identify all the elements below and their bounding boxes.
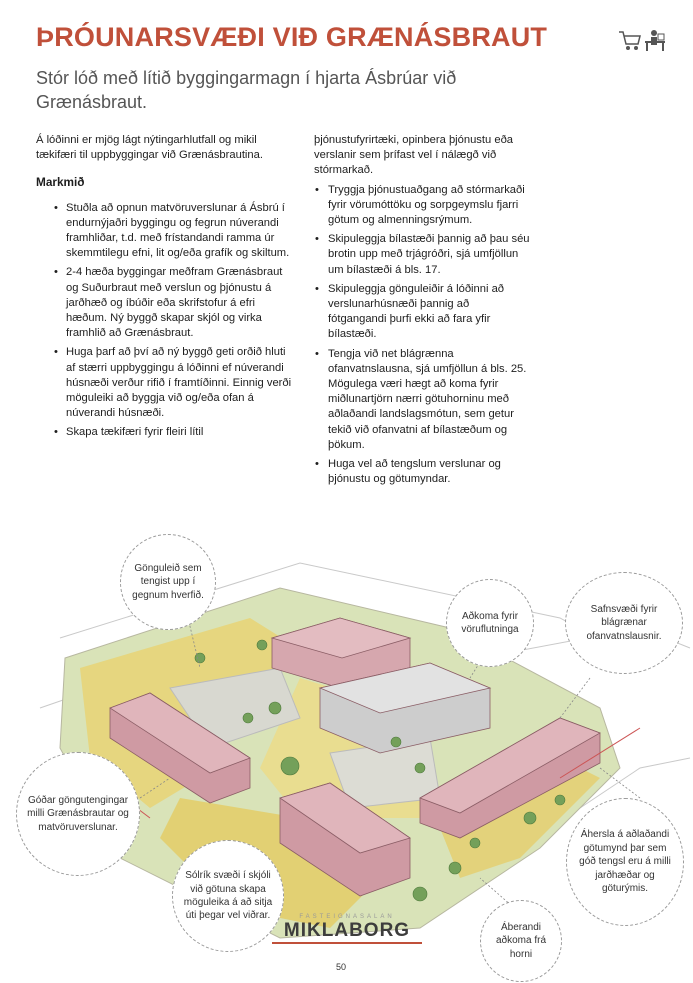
list-item: • Skapa tækifæri fyrir fleiri lítil: [36, 425, 292, 440]
list-item: • Skipuleggja gönguleiðir á lóðinni að verslunarhúsnæði þannig að fótgangandi þurfi ekki að fara yfir bílastæði.: [314, 282, 530, 343]
callout-streetscape: Áhersla á aðlaðandi götumynd þar sem góð tengsl eru á milli jarðhæðar og göturýmis.: [566, 798, 684, 926]
text-column-left: [36, 133, 292, 445]
callout-sunny: Sólrík svæði í skjóli við götuna skapa möguleika á að sitja úti þegar vel viðrar.: [172, 840, 284, 952]
intro-paragraph: Á lóðinni er mjög lágt nýtingarhlutfall og mikil tækifæri til uppbyggingar við Grænásbrautina.: [36, 134, 263, 162]
page-number: 50: [336, 962, 347, 972]
text-column-right: [314, 133, 530, 491]
callout-delivery: Aðkoma fyrir vöruflutninga: [446, 579, 534, 667]
callout-walkway: Gönguleið sem tengist upp í gegnum hverfið.: [120, 534, 216, 630]
list-item: • Huga vel að tengslum verslunar og þjónustu og götumyndar.: [314, 457, 530, 487]
list-item: • Stuðla að opnun matvöruverslunar á Ásbrú í endurnýjaðri byggingu og fegrun núverandi framhliðar, t.d. með frístandandi ramma úr skemmtilegu efni, lit og/eða grafík og skiltum.: [36, 201, 292, 262]
header-icons: [618, 28, 666, 54]
office-worker-icon: [645, 30, 665, 51]
page-title: ÞRÓUNARSVÆÐI VIÐ GRÆNÁSBRAUT: [36, 22, 548, 52]
list-item: • Skipuleggja bílastæði þannig að þau séu brotin upp með trjágróðri, sjá umfjöllun um bílastæði á bls. 17.: [314, 232, 530, 278]
goals-heading: Markmið: [36, 175, 85, 190]
goals-list-right: [314, 183, 530, 488]
callout-bluegreen: Safnsvæði fyrir blágrænar ofanvatnslausnir.: [565, 572, 683, 674]
callout-entrance: Áberandi aðkoma frá horni: [480, 900, 562, 982]
goals-list-left: [36, 201, 292, 441]
list-item: • 2-4 hæða byggingar meðfram Grænásbraut og Suðurbraut með verslun og þjónustu á jarðhæð og íbúðir eða skrifstofur á efri hæðum. Ný byggð skapar skjól og virka framhlið að Grænásbraut.: [36, 265, 292, 341]
list-item: • Tengja við net blágrænna ofanvatnslausna, sjá umfjöllun á bls. 25. Mögulega væri hægt að koma fyrir miðlunartjörn nærri götuhorninu með aðlaðandi landslagsmótun, sem getur tekið við ofanvatni af bílastæðum og þökum.: [314, 347, 530, 453]
list-item: • Tryggja þjónustuaðgang að stórmarkaði fyrir vörumóttöku og sorpgeymslu fjarri götum og almenningsrýmum.: [314, 183, 530, 229]
shopping-cart-icon: [619, 32, 640, 50]
page-subtitle: Stór lóð með lítið byggingarmagn í hjarta Ásbrúar við Grænásbraut.: [36, 68, 457, 112]
list-item: • Huga þarf að því að ný byggð geti orðið hluti af stærri uppbyggingu á lóðinni ef núverandi húsnæði verður rifið í framtíðinni. Einnig verði möguleiki að byggja við og/eða ofan á núverandi húsnæði.: [36, 345, 292, 421]
list-item-continuation: þjónustufyrirtæki, opinbera þjónustu eða verslanir sem þrífast vel í nálægð við stórmarkað.: [314, 134, 514, 177]
callout-connections: Góðar göngutengingar milli Grænásbrautar og matvöruverslunar.: [16, 752, 140, 876]
miklaborg-logo: FASTEIGNASALAN MIKLABORG: [272, 914, 422, 944]
